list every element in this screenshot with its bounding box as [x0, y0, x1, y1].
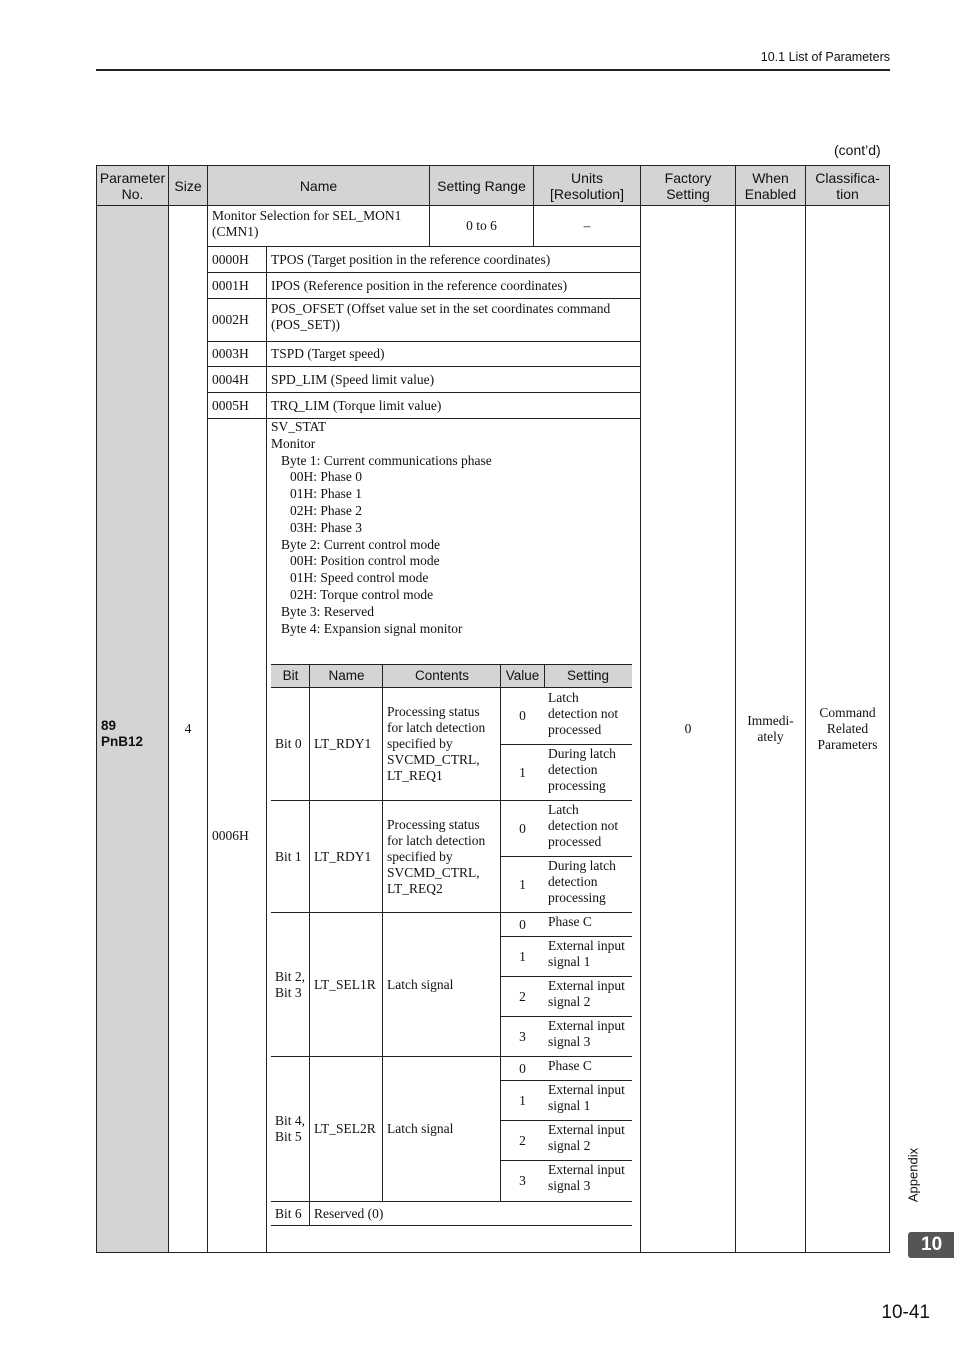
- bit-value: 1: [519, 876, 526, 892]
- running-header: 10.1 List of Parameters: [760, 50, 890, 64]
- bit-value: 0: [519, 916, 526, 932]
- bit-setting: Phase C: [548, 1058, 592, 1073]
- subtable-header-bit: Bit: [271, 664, 310, 687]
- bit-contents: Latch signal: [387, 976, 454, 992]
- bit-value: 3: [519, 1173, 526, 1188]
- classification-cell: Command Related Parameters: [805, 205, 890, 1253]
- bit-value: 1: [519, 948, 526, 964]
- bit-value: 0: [519, 1060, 526, 1076]
- sv-stat-description: [271, 419, 492, 637]
- header-rule: [96, 69, 890, 71]
- option-code: 0003H: [207, 341, 267, 367]
- bit-contents: Latch signal: [387, 1121, 454, 1136]
- sv-stat-line: Byte 3: Reserved: [281, 603, 374, 619]
- setting-range-cell: 0 to 6: [429, 205, 534, 247]
- bit-setting: Phase C: [548, 914, 592, 929]
- bit-label: Bit 1: [275, 848, 302, 864]
- subtable-header-value: Value: [501, 664, 544, 687]
- sv-stat-line: 01H: Phase 1: [290, 486, 362, 502]
- bit-setting: External input signal 1: [548, 1082, 625, 1113]
- bit-label: Bit 4, Bit 5: [275, 1113, 306, 1144]
- bit-contents: Processing status for latch detection specified by SVCMD_CTRL, LT_REQ2: [387, 816, 486, 896]
- bit-setting: External input signal 2: [548, 978, 625, 1009]
- units-cell: –: [533, 205, 641, 247]
- subtable-header-name: Name: [310, 664, 383, 687]
- param-no-cell: [96, 205, 169, 1253]
- bit-contents: Processing status for latch detection specified by SVCMD_CTRL, LT_REQ1: [387, 704, 486, 783]
- col-header-factory-setting: Factory Setting: [640, 165, 736, 206]
- sv-stat-line: 02H: Torque control mode: [290, 586, 434, 602]
- bit-setting: External input signal 1: [548, 938, 625, 969]
- bit-reserved: Reserved (0): [314, 1205, 384, 1221]
- bit-setting: During latch detection processing: [548, 858, 616, 905]
- side-section-label: Appendix: [905, 1147, 921, 1203]
- col-header-name: Name: [207, 165, 430, 206]
- when-enabled-cell: Immedi- ately: [735, 205, 806, 1253]
- bit-label: Bit 6: [275, 1205, 302, 1221]
- bit-value: 1: [519, 764, 526, 780]
- continued-note: (cont’d): [834, 142, 881, 158]
- sv-stat-line: SV_STAT: [271, 419, 327, 434]
- col-header-units: Units [Resolution]: [533, 165, 641, 206]
- page-number: 10-41: [881, 1302, 930, 1323]
- option-desc: TRQ_LIM (Torque limit value): [266, 392, 641, 419]
- bit-value: 1: [519, 1092, 526, 1108]
- param-code: PnB12: [101, 734, 144, 749]
- sv-stat-line: Byte 1: Current communications phase: [281, 452, 492, 468]
- option-desc: SPD_LIM (Speed limit value): [266, 366, 641, 393]
- sv-stat-line: Byte 2: Current control mode: [281, 536, 440, 552]
- bit-name: LT_SEL1R: [314, 976, 376, 992]
- bit-setting: External input signal 2: [548, 1122, 625, 1153]
- option-code: 0002H: [207, 298, 267, 342]
- bit-name: LT_SEL2R: [314, 1121, 376, 1136]
- chapter-tab: 10: [908, 1232, 954, 1258]
- bit-setting: External input signal 3: [548, 1018, 625, 1049]
- param-number: 89: [101, 718, 117, 733]
- subtable-header-contents: Contents: [383, 664, 501, 687]
- col-header-classification: Classifica- tion: [805, 165, 890, 206]
- bit-setting: During latch detection processing: [548, 746, 616, 793]
- col-header-param-no: Parameter No.: [96, 165, 169, 206]
- option-desc: TSPD (Target speed): [266, 341, 641, 367]
- bit-value: 0: [519, 708, 526, 723]
- bit-setting: External input signal 3: [548, 1162, 625, 1193]
- sv-stat-line: Byte 4: Expansion signal monitor: [281, 620, 463, 636]
- option-desc: IPOS (Reference position in the reference coordinates): [266, 272, 641, 299]
- bit-value: 3: [519, 1028, 526, 1044]
- option-desc: TPOS (Target position in the reference coordinates): [266, 246, 641, 273]
- subtable-header-setting: Setting: [544, 664, 632, 687]
- bit-name: LT_RDY1: [314, 736, 372, 751]
- bit-value: 2: [519, 1132, 526, 1148]
- bit-label: Bit 2, Bit 3: [275, 968, 306, 1000]
- col-header-when-enabled: When Enabled: [735, 165, 806, 206]
- option-code: 0001H: [207, 272, 267, 299]
- option-desc: POS_OFSET (Offset value set in the set coordinates command (POS_SET)): [266, 298, 641, 342]
- factory-setting-cell: 0: [640, 205, 736, 1253]
- bit-setting: Latch detection not processed: [548, 802, 619, 849]
- option-code: 0006H: [207, 418, 267, 1253]
- bit-setting: Latch detection not processed: [548, 690, 619, 737]
- bit-name: LT_RDY1: [314, 848, 372, 864]
- param-name-cell: Monitor Selection for SEL_MON1 (CMN1): [207, 205, 430, 247]
- col-header-size: Size: [168, 165, 208, 206]
- sv-stat-line: 01H: Speed control mode: [290, 570, 429, 586]
- option-code: 0005H: [207, 392, 267, 419]
- sv-stat-line: Monitor: [271, 435, 316, 451]
- sv-stat-line: 02H: Phase 2: [290, 502, 362, 518]
- size-cell: 4: [168, 205, 208, 1253]
- col-header-setting-range: Setting Range: [429, 165, 534, 206]
- sv-stat-line: 03H: Phase 3: [290, 519, 362, 535]
- bit-value: 0: [519, 820, 526, 836]
- bit-label: Bit 0: [275, 736, 302, 751]
- bit-value: 2: [519, 988, 526, 1004]
- sv-stat-line: 00H: Phase 0: [290, 469, 362, 485]
- sv-stat-line: 00H: Position control mode: [290, 553, 440, 569]
- option-code: 0000H: [207, 246, 267, 273]
- option-code: 0004H: [207, 366, 267, 393]
